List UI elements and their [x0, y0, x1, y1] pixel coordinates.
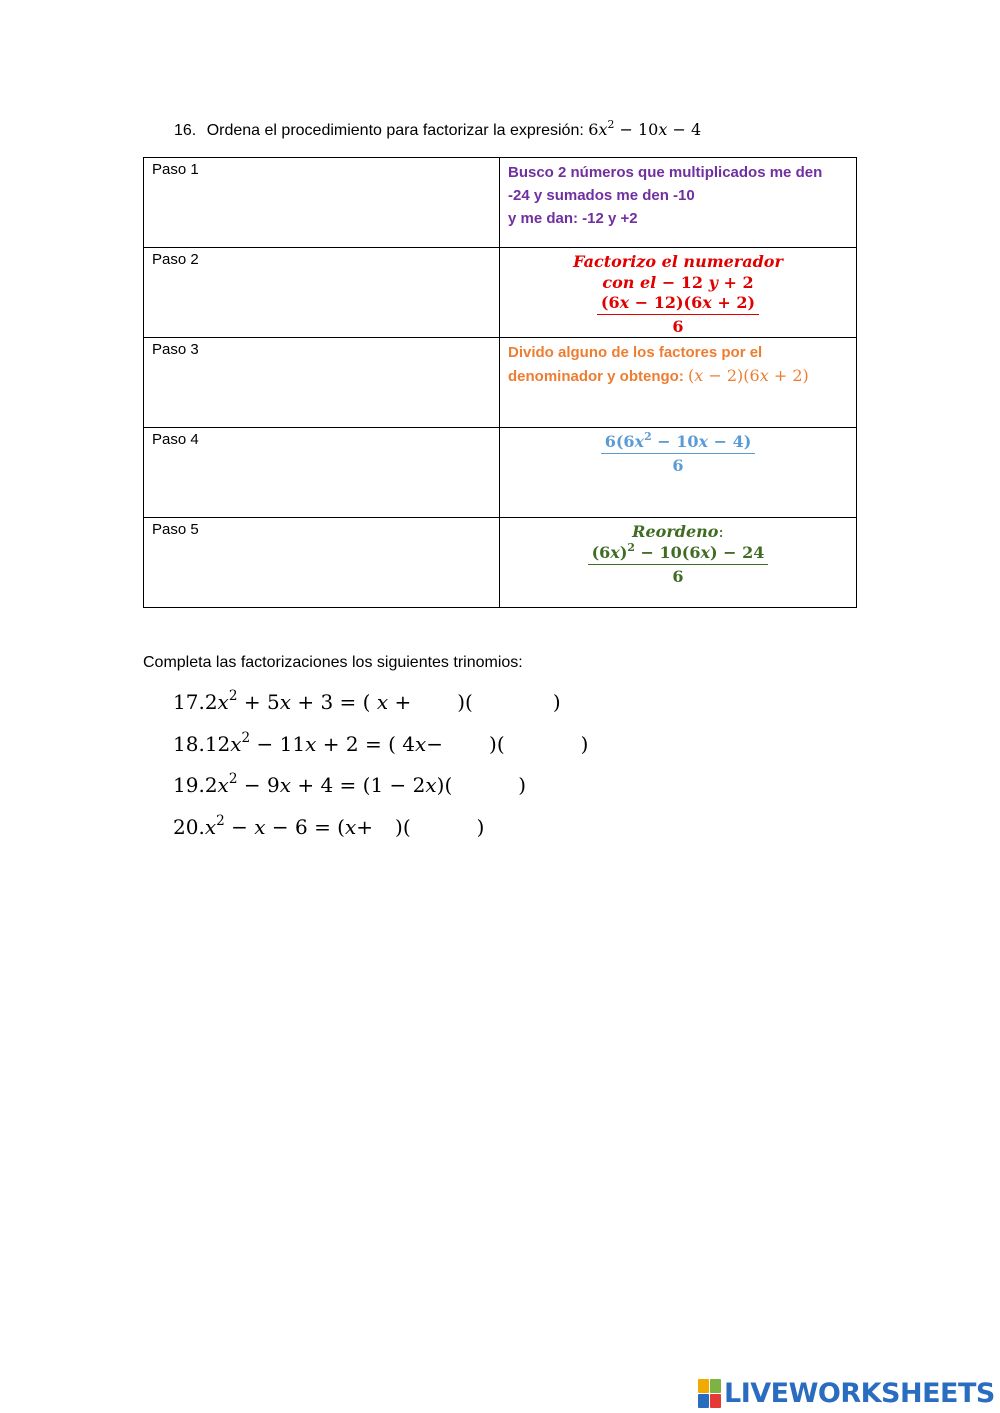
step-1-line: -24 y sumados me den -10	[508, 187, 695, 204]
exercise-number: 18.	[173, 732, 205, 756]
exercise-expression: $12x^2 - 11x + 2$ = ( 4x−	[204, 729, 444, 756]
step-2-content	[500, 248, 857, 338]
step-label: Paso 1	[144, 158, 500, 248]
step-2-line1: Factorizo el numerador	[573, 252, 783, 271]
question-text: Ordena el procedimiento para factorizar la expresión:	[206, 122, 584, 139]
step-label: Paso 5	[144, 518, 500, 608]
table-row	[144, 248, 857, 338]
table-row	[144, 518, 857, 608]
logo-tile	[710, 1394, 721, 1408]
exercise-20	[173, 812, 485, 839]
step-1-line: Busco 2 números que multiplicados me den	[508, 164, 823, 181]
exercise-paren: )	[518, 773, 527, 797]
step-4-fraction	[601, 429, 756, 475]
exercise-paren: )(	[489, 732, 505, 756]
question-16	[174, 117, 702, 140]
exercise-paren: )	[552, 690, 561, 714]
step-4-content	[500, 428, 857, 518]
fraction-numerator: $6(6x^2 - 10x - 4)$	[601, 432, 756, 454]
liveworksheets-logo	[698, 1378, 995, 1408]
step-5-content	[500, 518, 857, 608]
exercise-paren: )	[476, 815, 485, 839]
exercise-17	[173, 687, 561, 714]
step-5-colon: :	[718, 522, 724, 541]
exercise-number: 17.	[173, 690, 205, 714]
steps-table	[143, 157, 857, 608]
step-label: Paso 4	[144, 428, 500, 518]
step-5-title: Reordeno	[632, 522, 719, 541]
exercise-number: 19.	[173, 773, 205, 797]
step-2-fraction	[597, 293, 759, 336]
step-3-line2-text: denominador y obtengo:	[508, 368, 684, 385]
step-1-line: y me dan: -12 y +2	[508, 210, 638, 227]
step-3-expression: (x − 2)(6x + 2)	[688, 366, 809, 385]
step-3-line1: Divido alguno de los factores por el	[508, 344, 763, 361]
exercise-19	[173, 770, 527, 797]
question-number: 16.	[174, 122, 197, 139]
fraction-numerator: $(6x)^2 - 10(6x) - 24$	[588, 543, 769, 565]
step-3-line2	[508, 364, 848, 388]
exercise-expression: $2x^2 - 9x + 4 = (1 - 2x)$(	[204, 770, 453, 797]
exercise-18	[173, 729, 589, 756]
logo-mark-icon	[698, 1379, 721, 1408]
fraction-denominator: 6	[672, 317, 684, 336]
step-3-content	[500, 338, 857, 428]
exercise-paren: )(	[457, 690, 473, 714]
table-row	[144, 428, 857, 518]
logo-tile	[710, 1379, 721, 1393]
exercise-expression: $x^2 - x - 6 = (x+$	[204, 812, 374, 839]
logo-tile	[698, 1394, 709, 1408]
fraction-denominator: 6	[672, 456, 684, 475]
question-expression: $6x^2 - 10x - 4$	[588, 117, 702, 139]
exercise-number: 20.	[173, 815, 205, 839]
exercise-paren: )	[580, 732, 589, 756]
instruction-text: Completa las factorizaciones los siguientes trinomios:	[143, 654, 523, 671]
step-2-line2: con el − 12 y + 2	[602, 273, 754, 292]
step-label: Paso 3	[144, 338, 500, 428]
step-5-title-row	[508, 521, 848, 543]
logo-tile	[698, 1379, 709, 1393]
exercise-paren: )(	[395, 815, 411, 839]
exercise-expression: $2x^2 + 5x + 3$ = ( x +	[204, 687, 412, 714]
table-row	[144, 338, 857, 428]
step-1-content	[500, 158, 857, 248]
fraction-numerator: (6x − 12)(6x + 2)	[597, 293, 759, 315]
logo-text: LIVEWORKSHEETS	[724, 1377, 995, 1409]
step-5-fraction	[588, 540, 769, 586]
step-label: Paso 2	[144, 248, 500, 338]
fraction-denominator: 6	[672, 567, 684, 586]
table-row	[144, 158, 857, 248]
